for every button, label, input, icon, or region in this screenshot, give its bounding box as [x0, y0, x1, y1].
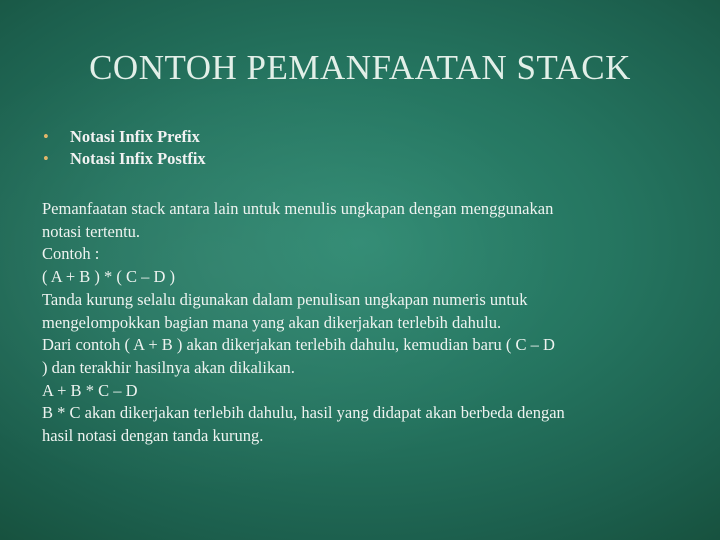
paragraph	[42, 243, 692, 266]
bullet-item	[43, 148, 206, 170]
slide-title: CONTOH PEMANFAATAN STACK	[89, 48, 631, 87]
paragraph-line: mengelompokkan bagian mana yang akan dikerjakan terlebih dahulu.	[42, 312, 502, 332]
bullet-item	[43, 126, 206, 148]
paragraph-line: B * C akan dikerjakan terlebih dahulu, hasil yang didapat akan berbeda dengan	[42, 403, 565, 423]
paragraph	[42, 380, 692, 403]
bullet-text: Notasi Infix Prefix	[70, 127, 200, 146]
paragraph-line: Tanda kurung selalu digunakan dalam penulisan ungkapan numeris untuk	[42, 289, 528, 309]
paragraph	[42, 402, 692, 447]
paragraph-line: Dari contoh ( A + B ) akan dikerjakan terlebih dahulu, kemudian baru ( C – D	[42, 335, 555, 355]
paragraph-line: notasi tertentu.	[42, 221, 141, 241]
paragraph-line: A + B * C – D	[42, 380, 138, 400]
paragraph-line: ) dan terakhir hasilnya akan dikalikan.	[42, 357, 295, 377]
paragraph-line: Pemanfaatan stack antara lain untuk menulis ungkapan dengan menggunakan	[42, 199, 554, 218]
paragraph	[42, 334, 692, 379]
bullet-text: Notasi Infix Postfix	[70, 149, 206, 168]
paragraph-line: hasil notasi dengan tanda kurung.	[42, 426, 264, 446]
bullet-dot-icon: •	[43, 127, 49, 146]
body-text	[42, 198, 692, 448]
paragraph	[42, 266, 692, 289]
paragraph-line: ( A + B ) * ( C – D )	[42, 267, 176, 287]
paragraph	[42, 198, 692, 243]
bullet-list	[43, 126, 206, 170]
paragraph	[42, 289, 692, 334]
paragraph-line: Contoh :	[42, 244, 100, 264]
bullet-dot-icon: •	[43, 149, 49, 168]
